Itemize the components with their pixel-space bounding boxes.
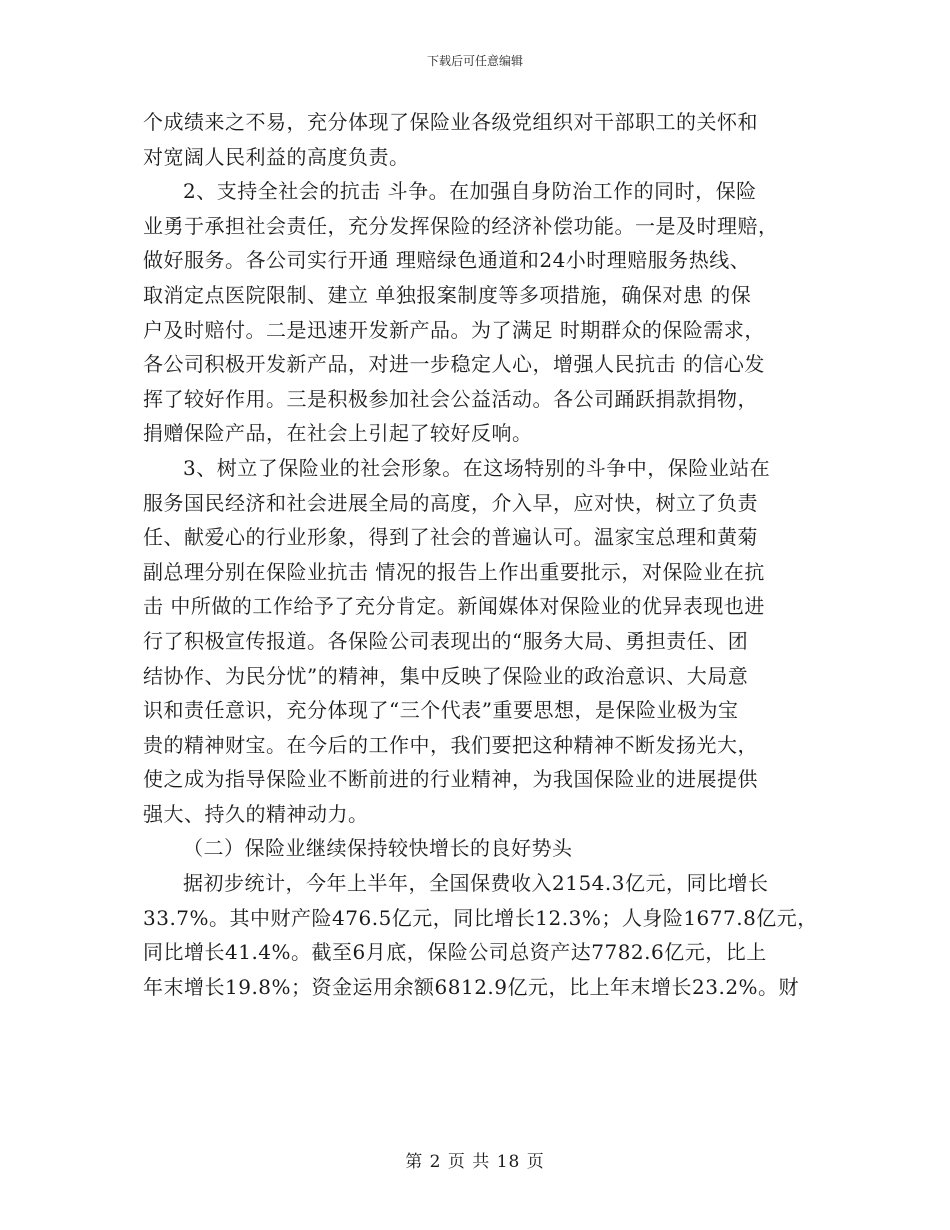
body-line-12: 服务国民经济和社会进展全局的高度，介入早，应对快，树立了负责 <box>143 490 758 515</box>
body-line-3: 2、支持全社会的抗击 斗争。在加强自身防治工作的同时，保险 <box>183 179 757 204</box>
body-line-6: 取消定点医院限制、建立 单独报案制度等多项措施，确保对患 的保 <box>143 282 752 307</box>
section-heading: （二）保险业继续保持较快增长的良好势头 <box>183 836 573 861</box>
body-line-13: 任、献爱心的行业形象，得到了社会的普遍认可。温家宝总理和黄菊 <box>143 525 758 550</box>
page-number-footer: 第 2 页 共 18 页 <box>405 1152 545 1172</box>
body-line-1: 个成绩来之不易，充分体现了保险业各级党组织对干部职工的关怀和 <box>143 110 758 134</box>
body-line-10: 捐赠保险产品，在社会上引起了较好反响。 <box>143 421 533 446</box>
body-line-2: 对宽阔人民利益的高度负责。 <box>143 144 410 169</box>
body-line-4: 业勇于承担社会责任，充分发挥保险的经济补偿功能。一是及时理赔， <box>143 213 779 238</box>
body-line-11: 3、树立了保险业的社会形象。在这场特别的斗争中，保险业站在 <box>183 455 771 480</box>
body-line-15: 击 中所做的工作给予了充分肯定。新闻媒体对保险业的优异表现也进 <box>143 594 765 619</box>
body-line-19: 贵的精神财宝。在今后的工作中，我们要把这种精神不断发扬光大， <box>143 732 758 757</box>
body-line-8: 各公司积极开发新产品，对进一步稳定人心，增强人民抗击 的信心发 <box>143 352 765 377</box>
body-line-21: 强大、持久的精神动力。 <box>143 801 369 826</box>
body-line-26: 年末增长19.8%；资金运用余额6812.9亿元，比上年末增长23.2%。财 <box>143 974 800 999</box>
body-line-23: 据初步统计，今年上半年，全国保费收入2154.3亿元，同比增长 <box>183 871 769 896</box>
body-line-18: 识和责任意识，充分体现了“三个代表”重要思想，是保险业极为宝 <box>143 698 739 723</box>
body-line-5: 做好服务。各公司实行开通 理赔绿色通道和24小时理赔服务热线、 <box>143 248 751 273</box>
document-body <box>143 105 823 1004</box>
body-line-24: 33.7%。其中财产险476.5亿元，同比增长12.3%；人身险1677.8亿元， <box>143 905 818 930</box>
body-line-25: 同比增长41.4%。截至6月底，保险公司总资产达7782.6亿元，比上 <box>143 940 767 965</box>
body-line-16: 行了积极宣传报道。各保险公司表现出的“服务大局、勇担责任、团 <box>143 628 749 653</box>
body-line-20: 使之成为指导保险业不断前进的行业精神，为我国保险业的进展提供 <box>143 767 758 792</box>
body-line-7: 户及时赔付。二是迅速开发新产品。为了满足 时期群众的保险需求， <box>143 317 765 342</box>
page-header: 下载后可任意编辑 <box>426 54 523 68</box>
body-line-17: 结协作、为民分忧”的精神，集中反映了保险业的政治意识、大局意 <box>143 663 749 688</box>
body-line-9: 挥了较好作用。三是积极参加社会公益活动。各公司踊跃捐款捐物， <box>143 386 758 411</box>
body-line-14: 副总理分别在保险业抗击 情况的报告上作出重要批示，对保险业在抗 <box>143 559 765 584</box>
